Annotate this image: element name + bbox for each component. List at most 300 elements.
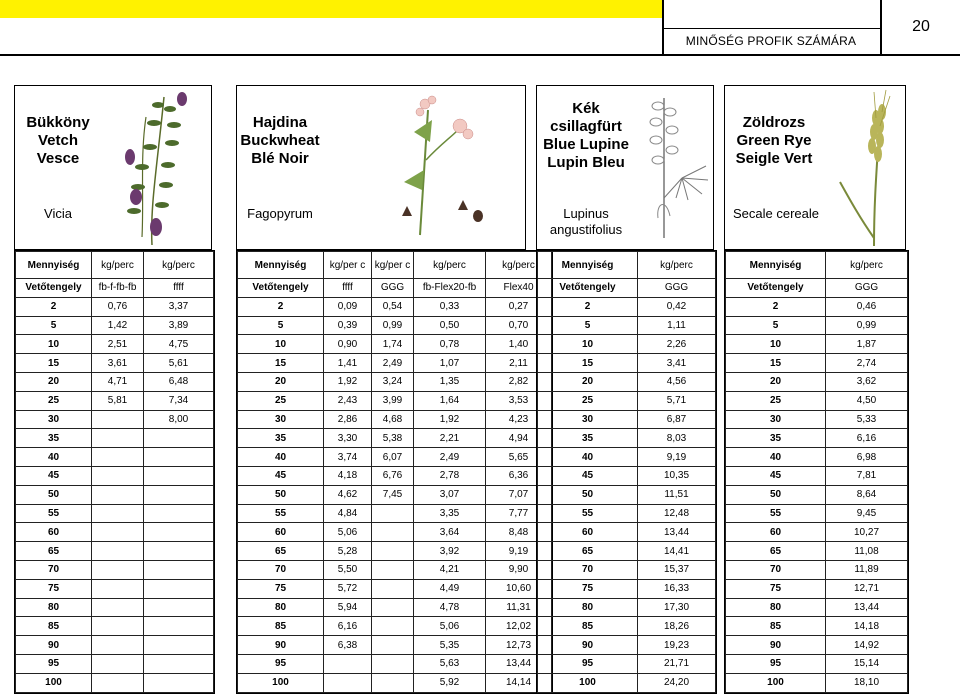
table-row-cell: 40 bbox=[726, 448, 826, 467]
header-rule bbox=[0, 54, 960, 56]
table-row-cell: 7,07 bbox=[486, 485, 552, 504]
table-row-cell: 5,06 bbox=[414, 617, 486, 636]
table-row-cell: 2,74 bbox=[826, 354, 908, 373]
table-row-cell bbox=[372, 542, 414, 561]
table-row-cell: 4,49 bbox=[414, 579, 486, 598]
table-row-cell bbox=[372, 523, 414, 542]
table-row bbox=[538, 391, 716, 410]
table-row-cell: 12,48 bbox=[638, 504, 716, 523]
table-row-cell: 70 bbox=[726, 560, 826, 579]
table-row-cell: 6,16 bbox=[324, 617, 372, 636]
table-row bbox=[16, 297, 214, 316]
table-row-cell: 5 bbox=[238, 316, 324, 335]
table-row-cell bbox=[144, 429, 214, 448]
table-row-cell: 4,50 bbox=[826, 391, 908, 410]
table-row bbox=[16, 598, 214, 617]
table-row bbox=[726, 617, 908, 636]
table-subheader-row bbox=[16, 279, 214, 298]
table-row-cell: 14,14 bbox=[486, 673, 552, 692]
table-row-cell: 60 bbox=[538, 523, 638, 542]
table-row bbox=[538, 354, 716, 373]
table-row-cell: 5 bbox=[16, 316, 92, 335]
table-row-cell: 10 bbox=[16, 335, 92, 354]
table-row-cell: 11,89 bbox=[826, 560, 908, 579]
table-row-cell: 3,61 bbox=[92, 354, 144, 373]
table-row-cell: 16,33 bbox=[638, 579, 716, 598]
table-row-cell bbox=[144, 542, 214, 561]
table-row-cell: 5,63 bbox=[414, 654, 486, 673]
table-row-cell bbox=[144, 560, 214, 579]
table-row bbox=[16, 391, 214, 410]
table-row-cell bbox=[144, 617, 214, 636]
table-row bbox=[538, 654, 716, 673]
table-row bbox=[238, 617, 552, 636]
table-row-cell: 15,14 bbox=[826, 654, 908, 673]
table-row-cell: 6,16 bbox=[826, 429, 908, 448]
table-row bbox=[16, 448, 214, 467]
table-row-cell bbox=[372, 560, 414, 579]
table-row-cell: 0,99 bbox=[826, 316, 908, 335]
table-row-cell bbox=[372, 504, 414, 523]
table-row-cell: 5 bbox=[538, 316, 638, 335]
table-row-cell: 25 bbox=[16, 391, 92, 410]
table-row bbox=[538, 297, 716, 316]
table-row-cell: 75 bbox=[726, 579, 826, 598]
table-row-cell: 19,23 bbox=[638, 636, 716, 655]
table-row-cell bbox=[144, 485, 214, 504]
table-row-cell: 1,11 bbox=[638, 316, 716, 335]
table-row-cell: 2,49 bbox=[372, 354, 414, 373]
table-row-cell: 15 bbox=[726, 354, 826, 373]
table-row-cell bbox=[144, 636, 214, 655]
table-row-cell: 1,92 bbox=[324, 372, 372, 391]
table-row bbox=[238, 542, 552, 561]
table-row bbox=[726, 654, 908, 673]
table-header-row-cell: kg/perc bbox=[144, 252, 214, 279]
table-row bbox=[726, 673, 908, 692]
table-row-cell: 55 bbox=[16, 504, 92, 523]
plant-name-rye: Zöldrozs Green Rye Seigle Vert bbox=[735, 114, 813, 167]
table-row bbox=[726, 297, 908, 316]
table-row-cell: 3,89 bbox=[144, 316, 214, 335]
table-row-cell: 4,23 bbox=[486, 410, 552, 429]
table-row-cell: 85 bbox=[238, 617, 324, 636]
table-row bbox=[726, 579, 908, 598]
table-row bbox=[16, 485, 214, 504]
table-row-cell: 80 bbox=[16, 598, 92, 617]
table-row-cell: 0,27 bbox=[486, 297, 552, 316]
table-row-cell: 5,81 bbox=[92, 391, 144, 410]
table-row-cell: 0,70 bbox=[486, 316, 552, 335]
table-header-row-cell: kg/perc bbox=[414, 252, 486, 279]
table-row bbox=[238, 673, 552, 692]
table-row-cell: 2 bbox=[726, 297, 826, 316]
table-row-cell: 4,84 bbox=[324, 504, 372, 523]
table-row-cell: 10 bbox=[538, 335, 638, 354]
table-subheader-row-cell: Vetőtengely bbox=[726, 279, 826, 298]
table-header-row-cell: Mennyiség bbox=[16, 252, 92, 279]
table-row-cell: 4,78 bbox=[414, 598, 486, 617]
table-row bbox=[16, 542, 214, 561]
table-header-row-cell: kg/perc bbox=[92, 252, 144, 279]
table-row-cell: 55 bbox=[238, 504, 324, 523]
table-row-cell: 12,71 bbox=[826, 579, 908, 598]
table-row-cell: 4,56 bbox=[638, 372, 716, 391]
table-row-cell: 35 bbox=[538, 429, 638, 448]
table-row bbox=[238, 410, 552, 429]
table-row bbox=[238, 560, 552, 579]
table-row bbox=[726, 354, 908, 373]
vetch-plant-illustration bbox=[112, 87, 210, 248]
table-row-cell: 50 bbox=[538, 485, 638, 504]
table-row-cell: 20 bbox=[238, 372, 324, 391]
table-row bbox=[16, 673, 214, 692]
table-subheader-row-cell: fb-f-fb-fb bbox=[92, 279, 144, 298]
table-row-cell: 3,99 bbox=[372, 391, 414, 410]
table-row-cell: 5,65 bbox=[486, 448, 552, 467]
table-row bbox=[238, 485, 552, 504]
table-row bbox=[538, 316, 716, 335]
table-row bbox=[16, 429, 214, 448]
table-row-cell bbox=[92, 523, 144, 542]
table-row bbox=[538, 523, 716, 542]
table-row-cell: 2,86 bbox=[324, 410, 372, 429]
table-row-cell: 55 bbox=[726, 504, 826, 523]
table-row-cell bbox=[324, 654, 372, 673]
table-row-cell: 17,30 bbox=[638, 598, 716, 617]
table-row bbox=[238, 636, 552, 655]
table-row-cell: 65 bbox=[538, 542, 638, 561]
table-row-cell: 7,77 bbox=[486, 504, 552, 523]
table-row-cell: 1,07 bbox=[414, 354, 486, 373]
table-row-cell bbox=[92, 673, 144, 692]
table-row bbox=[726, 598, 908, 617]
table-row-cell: 2,51 bbox=[92, 335, 144, 354]
table-row-cell: 5,94 bbox=[324, 598, 372, 617]
table-row-cell: 9,90 bbox=[486, 560, 552, 579]
table-header-row bbox=[238, 252, 552, 279]
table-row-cell: 10 bbox=[238, 335, 324, 354]
table-row-cell: 40 bbox=[16, 448, 92, 467]
table-row-cell bbox=[92, 410, 144, 429]
table-row bbox=[16, 504, 214, 523]
table-row-cell: 40 bbox=[238, 448, 324, 467]
plant-name-buckwheat: Hajdina Buckwheat Blé Noir bbox=[240, 114, 320, 167]
table-row bbox=[238, 354, 552, 373]
table-row bbox=[16, 636, 214, 655]
table-row-cell: 5,06 bbox=[324, 523, 372, 542]
table-row bbox=[538, 579, 716, 598]
buckwheat-plant-illustration bbox=[380, 90, 490, 240]
table-row-cell bbox=[92, 598, 144, 617]
table-row-cell: 35 bbox=[16, 429, 92, 448]
seed-rate-table-3 bbox=[536, 250, 717, 694]
table-row-cell: 1,41 bbox=[324, 354, 372, 373]
table-row-cell: 65 bbox=[16, 542, 92, 561]
table-row-cell: 1,64 bbox=[414, 391, 486, 410]
table-row-cell: 90 bbox=[16, 636, 92, 655]
table-row-cell: 8,00 bbox=[144, 410, 214, 429]
table-header-row-cell: Mennyiség bbox=[538, 252, 638, 279]
table-row-cell: 3,07 bbox=[414, 485, 486, 504]
table-row-cell: 20 bbox=[726, 372, 826, 391]
table-row-cell: 7,45 bbox=[372, 485, 414, 504]
table-row-cell: 30 bbox=[238, 410, 324, 429]
lupine-plant-illustration bbox=[636, 88, 712, 246]
table-row bbox=[238, 523, 552, 542]
table-row-cell: 12,02 bbox=[486, 617, 552, 636]
table-row-cell: 5 bbox=[726, 316, 826, 335]
table-row bbox=[16, 579, 214, 598]
table-subheader-row-cell: ffff bbox=[324, 279, 372, 298]
table-row-cell: 11,08 bbox=[826, 542, 908, 561]
table-row bbox=[726, 391, 908, 410]
table-row-cell: 100 bbox=[16, 673, 92, 692]
table-row-cell: 15 bbox=[16, 354, 92, 373]
table-subheader-row-cell: GGG bbox=[826, 279, 908, 298]
table-row bbox=[726, 316, 908, 335]
table-row bbox=[726, 504, 908, 523]
table-header-row bbox=[16, 252, 214, 279]
table-row-cell: 7,34 bbox=[144, 391, 214, 410]
table-row bbox=[16, 354, 214, 373]
table-row-cell: 35 bbox=[238, 429, 324, 448]
table-row-cell: 100 bbox=[538, 673, 638, 692]
table-subheader-row-cell: Vetőtengely bbox=[16, 279, 92, 298]
table-row-cell: 10,35 bbox=[638, 466, 716, 485]
table-row-cell: 4,75 bbox=[144, 335, 214, 354]
table-subheader-row-cell: Vetőtengely bbox=[538, 279, 638, 298]
document-title: MINŐSÉG PROFIK SZÁMÁRA bbox=[685, 34, 857, 48]
table-row-cell: 85 bbox=[726, 617, 826, 636]
table-row-cell: 0,09 bbox=[324, 297, 372, 316]
table-row-cell: 5,28 bbox=[324, 542, 372, 561]
table-row bbox=[538, 485, 716, 504]
table-subheader-row bbox=[726, 279, 908, 298]
table-row-cell: 13,44 bbox=[486, 654, 552, 673]
table-header-row-cell: Mennyiség bbox=[238, 252, 324, 279]
table-row-cell: 3,64 bbox=[414, 523, 486, 542]
table-row bbox=[16, 335, 214, 354]
table-row-cell: 0,42 bbox=[638, 297, 716, 316]
table-row-cell: 70 bbox=[538, 560, 638, 579]
table-row-cell: 9,19 bbox=[638, 448, 716, 467]
table-row bbox=[538, 372, 716, 391]
table-row bbox=[538, 542, 716, 561]
table-row-cell: 0,39 bbox=[324, 316, 372, 335]
table-row bbox=[16, 654, 214, 673]
table-row-cell: 6,48 bbox=[144, 372, 214, 391]
table-row-cell: 90 bbox=[726, 636, 826, 655]
table-row-cell: 90 bbox=[238, 636, 324, 655]
table-row bbox=[726, 335, 908, 354]
table-row-cell: 45 bbox=[538, 466, 638, 485]
table-row-cell: 2,26 bbox=[638, 335, 716, 354]
table-row-cell: 8,03 bbox=[638, 429, 716, 448]
table-header-row-cell: kg/perc bbox=[826, 252, 908, 279]
table-row-cell: 4,62 bbox=[324, 485, 372, 504]
table-row-cell bbox=[372, 598, 414, 617]
table-row-cell bbox=[92, 485, 144, 504]
table-row-cell: 25 bbox=[726, 391, 826, 410]
table-row-cell: 5,71 bbox=[638, 391, 716, 410]
table-row-cell: 60 bbox=[238, 523, 324, 542]
table-row bbox=[538, 466, 716, 485]
table-row-cell: 15 bbox=[538, 354, 638, 373]
table-row-cell: 1,92 bbox=[414, 410, 486, 429]
table-header-row bbox=[538, 252, 716, 279]
table-row-cell: 60 bbox=[726, 523, 826, 542]
table-row-cell: 75 bbox=[238, 579, 324, 598]
table-row-cell: 3,35 bbox=[414, 504, 486, 523]
seed-rate-table-2 bbox=[236, 250, 553, 694]
table-row bbox=[238, 466, 552, 485]
table-row-cell: 95 bbox=[726, 654, 826, 673]
table-row-cell: 8,48 bbox=[486, 523, 552, 542]
table-row-cell bbox=[324, 673, 372, 692]
table-row-cell: 5,38 bbox=[372, 429, 414, 448]
table-row-cell: 25 bbox=[538, 391, 638, 410]
table-row-cell: 70 bbox=[16, 560, 92, 579]
rye-ear-illustration bbox=[830, 88, 904, 248]
table-subheader-row-cell: GGG bbox=[638, 279, 716, 298]
table-row-cell: 10,27 bbox=[826, 523, 908, 542]
table-row bbox=[726, 636, 908, 655]
table-row-cell: 95 bbox=[16, 654, 92, 673]
table-row-cell: 30 bbox=[16, 410, 92, 429]
table-row-cell: 20 bbox=[16, 372, 92, 391]
table-row-cell: 4,18 bbox=[324, 466, 372, 485]
table-header-row-cell: kg/per c bbox=[324, 252, 372, 279]
table-row-cell: 1,35 bbox=[414, 372, 486, 391]
table-row-cell: 18,26 bbox=[638, 617, 716, 636]
table-row-cell: 45 bbox=[726, 466, 826, 485]
table-row bbox=[726, 542, 908, 561]
seed-rate-table-4 bbox=[724, 250, 909, 694]
table-row bbox=[726, 429, 908, 448]
table-row-cell: 0,46 bbox=[826, 297, 908, 316]
table-row-cell: 55 bbox=[538, 504, 638, 523]
table-row-cell: 3,62 bbox=[826, 372, 908, 391]
table-row-cell: 5,33 bbox=[826, 410, 908, 429]
table-row-cell: 80 bbox=[238, 598, 324, 617]
table-row-cell bbox=[144, 654, 214, 673]
table-row bbox=[238, 598, 552, 617]
table-subheader-row bbox=[238, 279, 552, 298]
table-row-cell bbox=[92, 504, 144, 523]
table-row-cell: 0,90 bbox=[324, 335, 372, 354]
table-row-cell: 70 bbox=[238, 560, 324, 579]
table-row bbox=[238, 504, 552, 523]
table-row bbox=[238, 429, 552, 448]
table-header-row-cell: kg/perc bbox=[638, 252, 716, 279]
table-row-cell: 3,30 bbox=[324, 429, 372, 448]
table-row-cell bbox=[144, 523, 214, 542]
table-row-cell: 12,73 bbox=[486, 636, 552, 655]
table-row-cell: 65 bbox=[726, 542, 826, 561]
table-row bbox=[238, 448, 552, 467]
table-row-cell: 1,87 bbox=[826, 335, 908, 354]
table-row-cell: 2 bbox=[538, 297, 638, 316]
table-row-cell: 0,54 bbox=[372, 297, 414, 316]
table-row bbox=[538, 673, 716, 692]
table-row bbox=[238, 579, 552, 598]
table-row-cell bbox=[92, 579, 144, 598]
table-row-cell: 5,35 bbox=[414, 636, 486, 655]
table-row-cell bbox=[92, 429, 144, 448]
table-row-cell: 15 bbox=[238, 354, 324, 373]
table-row-cell: 1,42 bbox=[92, 316, 144, 335]
table-subheader-row bbox=[538, 279, 716, 298]
table-header-row-cell: kg/perc bbox=[486, 252, 552, 279]
table-row-cell: 6,87 bbox=[638, 410, 716, 429]
table-row-cell bbox=[92, 617, 144, 636]
table-row bbox=[238, 654, 552, 673]
table-row-cell: 2,43 bbox=[324, 391, 372, 410]
table-row-cell: 45 bbox=[16, 466, 92, 485]
table-row bbox=[726, 466, 908, 485]
table-row bbox=[538, 617, 716, 636]
table-row-cell: 6,76 bbox=[372, 466, 414, 485]
table-row-cell: 50 bbox=[726, 485, 826, 504]
table-row-cell: 0,33 bbox=[414, 297, 486, 316]
table-subheader-row-cell: GGG bbox=[372, 279, 414, 298]
table-row-cell: 30 bbox=[726, 410, 826, 429]
table-subheader-row-cell: ffff bbox=[144, 279, 214, 298]
table-row-cell: 3,24 bbox=[372, 372, 414, 391]
table-row-cell: 4,94 bbox=[486, 429, 552, 448]
table-row-cell: 5,92 bbox=[414, 673, 486, 692]
table-row-cell: 90 bbox=[538, 636, 638, 655]
table-row-cell: 100 bbox=[238, 673, 324, 692]
table-row-cell: 35 bbox=[726, 429, 826, 448]
table-row-cell: 50 bbox=[238, 485, 324, 504]
table-header-row-cell: kg/per c bbox=[372, 252, 414, 279]
table-row-cell: 4,71 bbox=[92, 372, 144, 391]
table-row bbox=[538, 429, 716, 448]
table-row-cell: 20 bbox=[538, 372, 638, 391]
table-row bbox=[538, 598, 716, 617]
table-row-cell bbox=[372, 617, 414, 636]
table-row-cell bbox=[92, 636, 144, 655]
table-row-cell: 11,51 bbox=[638, 485, 716, 504]
table-row-cell: 60 bbox=[16, 523, 92, 542]
table-row-cell: 95 bbox=[238, 654, 324, 673]
table-row-cell: 0,50 bbox=[414, 316, 486, 335]
table-row-cell: 30 bbox=[538, 410, 638, 429]
table-row bbox=[238, 391, 552, 410]
table-subheader-row-cell: Vetőtengely bbox=[238, 279, 324, 298]
table-row-cell: 3,74 bbox=[324, 448, 372, 467]
table-row-cell: 24,20 bbox=[638, 673, 716, 692]
table-row-cell: 13,44 bbox=[638, 523, 716, 542]
table-row bbox=[16, 523, 214, 542]
table-row-cell: 50 bbox=[16, 485, 92, 504]
table-row-cell: 6,98 bbox=[826, 448, 908, 467]
plant-latin-buckwheat: Fagopyrum bbox=[247, 206, 313, 221]
table-header-row bbox=[726, 252, 908, 279]
table-row-cell: 3,92 bbox=[414, 542, 486, 561]
table-row-cell: 1,40 bbox=[486, 335, 552, 354]
table-row-cell bbox=[372, 654, 414, 673]
table-row bbox=[238, 316, 552, 335]
table-row bbox=[726, 372, 908, 391]
table-row-cell: 11,31 bbox=[486, 598, 552, 617]
table-row-cell bbox=[144, 579, 214, 598]
plant-latin-vetch: Vicia bbox=[44, 206, 72, 221]
table-row-cell bbox=[92, 542, 144, 561]
table-row-cell: 2,82 bbox=[486, 372, 552, 391]
